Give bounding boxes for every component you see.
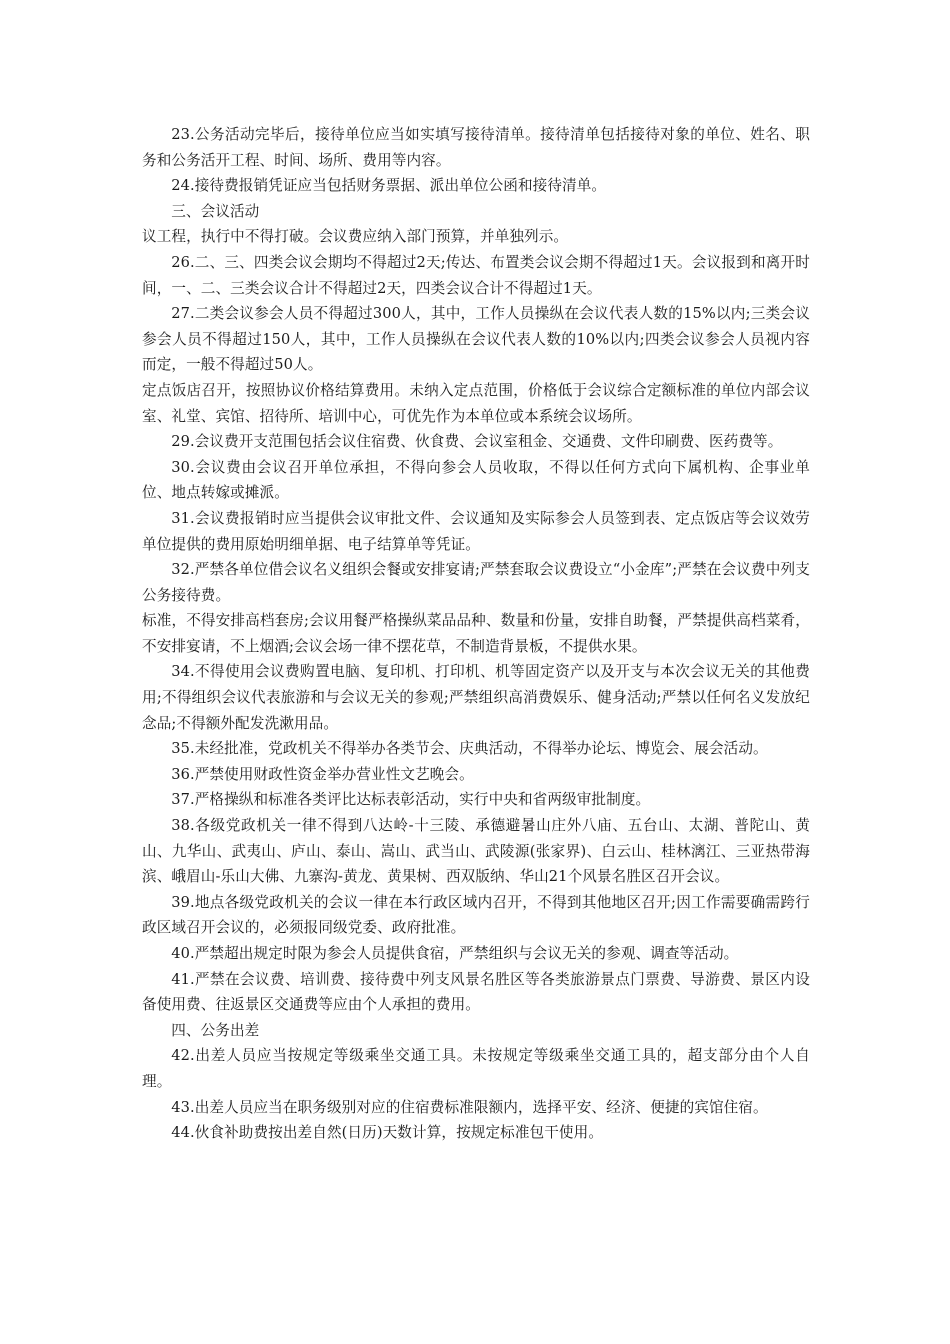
paragraph-30: 30.会议费由会议召开单位承担，不得向参会人员收取，不得以任何方式向下属机构、企事业单位、地点转嫁或摊派。 xyxy=(142,458,810,502)
paragraph-31: 31.会议费报销时应当提供会议审批文件、会议通知及实际参会人员签到表、定点饭店等会议效劳单位提供的费用原始明细单据、电子结算单等凭证。 xyxy=(142,509,810,553)
paragraph-24: 24.接待费报销凭证应当包括财务票据、派出单位公函和接待清单。 xyxy=(171,177,607,195)
paragraph-29: 29.会议费开支范围包括会议住宿费、伙食费、会议室租金、交通费、文件印刷费、医药费等。 xyxy=(171,433,783,451)
paragraph-37: 37.严格操纵和标准各类评比达标表彰活动，实行中央和省两级审批制度。 xyxy=(171,791,651,809)
paragraph-28-fragment: 定点饭店召开，按照协议价格结算费用。未纳入定点范围，价格低于会议综合定额标准的单位内部会议室、礼堂、宾馆、招待所、培训中心，可优先作为本单位或本系统会议场所。 xyxy=(142,381,810,425)
paragraph-42: 42.出差人员应当按规定等级乘坐交通工具。未按规定等级乘坐交通工具的，超支部分由个人自理。 xyxy=(142,1047,810,1090)
paragraph-27: 27.二类会议参会人员不得超过300人，其中，工作人员操纵在会议代表人数的15%以内;三类会议参会人员不得超过150人，其中，工作人员操纵在会议代表人数的10%以内;四类会议参会人员视内容而定，一般不得超过50人。 xyxy=(142,305,810,374)
paragraph-35: 35.未经批准，党政机关不得举办各类节会、庆典活动，不得举办论坛、博览会、展会活动。 xyxy=(171,740,768,758)
paragraph-43: 43.出差人员应当在职务级别对应的住宿费标准限额内，选择平安、经济、便捷的宾馆住宿。 xyxy=(171,1098,768,1116)
paragraph-36: 36.严禁使用财政性资金举办营业性文艺晚会。 xyxy=(171,765,474,783)
paragraph-23: 23.公务活动完毕后，接待单位应当如实填写接待清单。接待清单包括接待对象的单位、姓名、职务和公务活开工程、时间、场所、费用等内容。 xyxy=(142,126,810,169)
paragraph-32: 32.严禁各单位借会议名义组织会餐或安排宴请;严禁套取会议费设立“小金库”;严禁在会议费中列支公务接待费。 xyxy=(142,561,810,604)
paragraph-44: 44.伙食补助费按出差自然(日历)天数计算，按规定标准包干使用。 xyxy=(171,1124,604,1142)
document-body xyxy=(142,122,810,1146)
paragraph-39: 39.地点各级党政机关的会议一律在本行政区域内召开，不得到其他地区召开;因工作需要确需跨行政区域召开会议的，必须报同级党委、政府批准。 xyxy=(142,893,810,937)
section-heading-business-travel: 四、公务出差 xyxy=(171,1021,260,1039)
section-heading-meetings: 三、会议活动 xyxy=(171,202,260,220)
paragraph-40: 40.严禁超出规定时限为参会人员提供食宿，严禁组织与会议无关的参观、调查等活动。 xyxy=(171,945,739,962)
paragraph-33-fragment: 标准，不得安排高档套房;会议用餐严格操纵菜品品种、数量和份量，安排自助餐，严禁提供高档菜肴，不安排宴请，不上烟酒;会议会场一律不摆花草，不制造背景板，不提供水果。 xyxy=(142,612,810,655)
paragraph-41: 41.严禁在会议费、培训费、接待费中列支风景名胜区等各类旅游景点门票费、导游费、景区内设备使用费、往返景区交通费等应由个人承担的费用。 xyxy=(142,970,810,1014)
paragraph-34: 34.不得使用会议费购置电脑、复印机、打印机、机等固定资产以及开支与本次会议无关的其他费用;不得组织会议代表旅游和与会议无关的参观;严禁组织高消费娱乐、健身活动;严禁以任何名义发放纪念品;不得额外配发洗漱用品。 xyxy=(142,663,810,732)
paragraph-26: 26.二、三、四类会议会期均不得超过2天;传达、布置类会议会期不得超过1天。会议报到和离开时间，一、二、三类会议合计不得超过2天，四类会议合计不得超过1天。 xyxy=(142,253,810,297)
paragraph-25-fragment: 议工程，执行中不得打破。会议费应纳入部门预算，并单独列示。 xyxy=(142,228,569,246)
paragraph-38: 38.各级党政机关一律不得到八达岭-十三陵、承德避暑山庄外八庙、五台山、太湖、普陀山、黄山、九华山、武夷山、庐山、泰山、嵩山、武当山、武陵源(张家界)、白云山、桂林漓江、三亚热带海滨、峨眉山-乐山大佛、九寨沟-黄龙、黄果树、西双版纳、华山21个风景名胜区召开会议。 xyxy=(142,817,810,886)
